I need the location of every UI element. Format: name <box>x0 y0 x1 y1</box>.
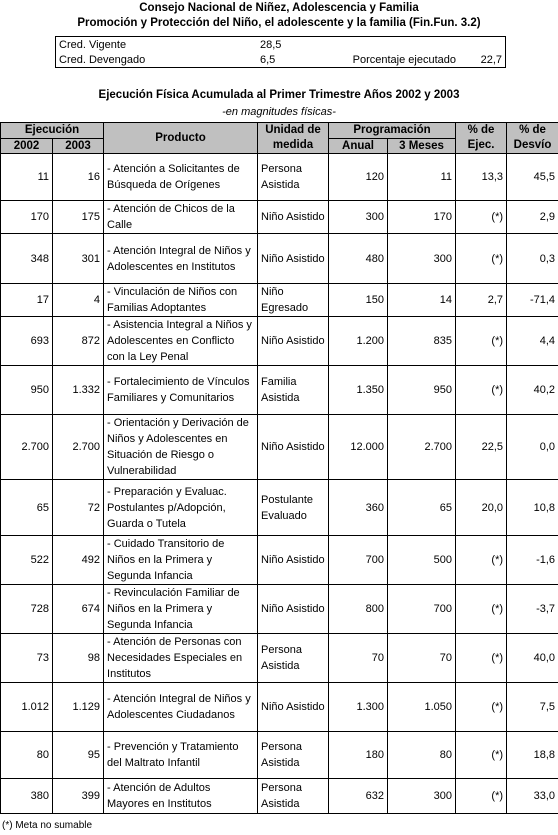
pct-desvio-cell: 40,0 <box>507 634 558 683</box>
exec-2003: 674 <box>53 585 104 634</box>
col-anual: Anual <box>329 138 388 154</box>
report-subtitle: Promoción y Protección del Niño, el adolescente y la familia (Fin.Fun. 3.2) <box>77 17 481 29</box>
table-row <box>1 234 558 284</box>
unidad-cell: Persona Asistida <box>258 634 329 683</box>
pct-desvio-cell: 40,2 <box>507 366 558 415</box>
col-2003: 2003 <box>53 138 104 154</box>
tres-meses-cell: 500 <box>388 536 456 585</box>
tres-meses-cell: 1.050 <box>388 683 456 732</box>
exec-2002: 65 <box>1 480 53 536</box>
exec-2003: 301 <box>53 234 104 284</box>
unidad-cell: Persona Asistida <box>258 732 329 779</box>
tres-meses-cell: 65 <box>388 480 456 536</box>
pct-desvio-cell: 33,0 <box>507 779 558 814</box>
pct-ejec-cell: (*) <box>456 317 507 366</box>
footnote: (*) Meta no sumable <box>2 820 93 831</box>
exec-2002: 17 <box>1 284 53 317</box>
unidad-cell: Niño Asistido <box>258 536 329 585</box>
tres-meses-cell: 170 <box>388 201 456 234</box>
anual-cell: 12.000 <box>329 415 388 480</box>
unidad-cell: Persona Asistida <box>258 779 329 814</box>
exec-2002: 170 <box>1 201 53 234</box>
pct-ejec-cell: (*) <box>456 201 507 234</box>
pct-desvio-cell: -71,4 <box>507 284 558 317</box>
tres-meses-cell: 950 <box>388 366 456 415</box>
tres-meses-cell: 2.700 <box>388 415 456 480</box>
col-pct-desvio: % de Desvío <box>507 123 558 154</box>
producto-cell: - Atención Integral de Niños y Adolescentes Ciudadanos <box>104 683 258 732</box>
units-note: -en magnitudes físicas- <box>222 106 336 118</box>
producto-cell: - Asistencia Integral a Niños y Adolescentes en Conflicto con la Ley Penal <box>104 317 258 366</box>
tres-meses-cell: 11 <box>388 154 456 201</box>
col-pct-ejec: % de Ejec. <box>456 123 507 154</box>
pct-ejec-cell: (*) <box>456 634 507 683</box>
cred-vigente-value: 28,5 <box>260 38 282 51</box>
tres-meses-cell: 835 <box>388 317 456 366</box>
unidad-cell: Niño Asistido <box>258 201 329 234</box>
exec-2002: 380 <box>1 779 53 814</box>
anual-cell: 800 <box>329 585 388 634</box>
anual-cell: 1.200 <box>329 317 388 366</box>
pct-ejec-cell: (*) <box>456 536 507 585</box>
table-row <box>1 536 558 585</box>
exec-2003: 98 <box>53 634 104 683</box>
table-row <box>1 585 558 634</box>
pct-desvio-cell: -1,6 <box>507 536 558 585</box>
pct-desvio-cell: 10,8 <box>507 480 558 536</box>
anual-cell: 1.350 <box>329 366 388 415</box>
col-programacion: Programación <box>329 123 456 139</box>
exec-2003: 95 <box>53 732 104 779</box>
pct-ejec-cell: (*) <box>456 585 507 634</box>
pct-desvio-cell: 4,4 <box>507 317 558 366</box>
exec-2002: 73 <box>1 634 53 683</box>
pct-desvio-cell: 0,3 <box>507 234 558 284</box>
pct-ejec-cell: (*) <box>456 366 507 415</box>
exec-2002: 522 <box>1 536 53 585</box>
tres-meses-cell: 14 <box>388 284 456 317</box>
exec-2003: 16 <box>53 154 104 201</box>
producto-cell: - Atención de Chicos de la Calle <box>104 201 258 234</box>
unidad-cell: Persona Asistida <box>258 154 329 201</box>
porcentaje-value: 22,7 <box>480 53 502 66</box>
exec-2003: 1.332 <box>53 366 104 415</box>
unidad-cell: Postulante Evaluado <box>258 480 329 536</box>
anual-cell: 632 <box>329 779 388 814</box>
table-row <box>1 366 558 415</box>
report-title: Consejo Nacional de Niñez, Adolescencia y Familia <box>139 2 419 14</box>
credits-table <box>55 36 506 68</box>
col-producto: Producto <box>104 123 258 154</box>
col-ejecucion: Ejecución <box>1 123 104 139</box>
tres-meses-cell: 70 <box>388 634 456 683</box>
exec-2002: 11 <box>1 154 53 201</box>
col-3-meses: 3 Meses <box>388 138 456 154</box>
porcentaje-label: Porcentaje ejecutado <box>352 53 456 66</box>
table-row <box>1 201 558 234</box>
exec-2002: 728 <box>1 585 53 634</box>
producto-cell: - Revinculación Familiar de Niños en la Primera y Segunda Infancia <box>104 585 258 634</box>
exec-2002: 693 <box>1 317 53 366</box>
table-row <box>1 732 558 779</box>
col-2002: 2002 <box>1 138 53 154</box>
col-unidad: Unidad de medida <box>258 123 329 154</box>
cred-vigente-label: Cred. Vigente <box>59 38 127 51</box>
anual-cell: 300 <box>329 201 388 234</box>
cred-devengado-value: 6,5 <box>260 53 276 66</box>
pct-ejec-cell: (*) <box>456 732 507 779</box>
exec-2003: 399 <box>53 779 104 814</box>
pct-ejec-cell: 13,3 <box>456 154 507 201</box>
pct-ejec-cell: (*) <box>456 234 507 284</box>
execution-table <box>0 122 558 814</box>
exec-2002: 1.012 <box>1 683 53 732</box>
tres-meses-cell: 80 <box>388 732 456 779</box>
pct-desvio-cell: 18,8 <box>507 732 558 779</box>
unidad-cell: Niño Asistido <box>258 234 329 284</box>
table-row <box>1 415 558 480</box>
unidad-cell: Niño Asistido <box>258 415 329 480</box>
producto-cell: - Cuidado Transitorio de Niños en la Primera y Segunda Infancia <box>104 536 258 585</box>
table-row <box>1 683 558 732</box>
anual-cell: 120 <box>329 154 388 201</box>
anual-cell: 70 <box>329 634 388 683</box>
producto-cell: - Atención de Personas con Necesidades Especiales en Institutos <box>104 634 258 683</box>
exec-2003: 492 <box>53 536 104 585</box>
pct-desvio-cell: 0,0 <box>507 415 558 480</box>
unidad-cell: Niño Asistido <box>258 683 329 732</box>
pct-desvio-cell: 7,5 <box>507 683 558 732</box>
pct-ejec-cell: 22,5 <box>456 415 507 480</box>
producto-cell: - Orientación y Derivación de Niños y Adolescentes en Situación de Riesgo o Vulnerabilidad <box>104 415 258 480</box>
exec-2003: 4 <box>53 284 104 317</box>
table-row <box>1 634 558 683</box>
unidad-cell: Niño Egresado <box>258 284 329 317</box>
producto-cell: - Atención de Adultos Mayores en Institutos <box>104 779 258 814</box>
tres-meses-cell: 300 <box>388 779 456 814</box>
pct-ejec-cell: 2,7 <box>456 284 507 317</box>
exec-2003: 72 <box>53 480 104 536</box>
pct-desvio-cell: 45,5 <box>507 154 558 201</box>
producto-cell: - Atención a Solicitantes de Búsqueda de Orígenes <box>104 154 258 201</box>
anual-cell: 480 <box>329 234 388 284</box>
pct-ejec-cell: 20,0 <box>456 480 507 536</box>
exec-2003: 175 <box>53 201 104 234</box>
exec-2002: 80 <box>1 732 53 779</box>
producto-cell: - Vinculación de Niños con Familias Adoptantes <box>104 284 258 317</box>
tres-meses-cell: 700 <box>388 585 456 634</box>
anual-cell: 150 <box>329 284 388 317</box>
table-row <box>1 480 558 536</box>
table-row <box>1 317 558 366</box>
exec-2002: 348 <box>1 234 53 284</box>
cred-devengado-label: Cred. Devengado <box>59 53 146 66</box>
exec-2003: 872 <box>53 317 104 366</box>
unidad-cell: Familia Asistida <box>258 366 329 415</box>
pct-ejec-cell: (*) <box>456 683 507 732</box>
anual-cell: 1.300 <box>329 683 388 732</box>
exec-2002: 2.700 <box>1 415 53 480</box>
exec-2003: 2.700 <box>53 415 104 480</box>
anual-cell: 360 <box>329 480 388 536</box>
pct-ejec-cell: (*) <box>456 779 507 814</box>
anual-cell: 180 <box>329 732 388 779</box>
table-row <box>1 284 558 317</box>
pct-desvio-cell: 2,9 <box>507 201 558 234</box>
exec-2003: 1.129 <box>53 683 104 732</box>
unidad-cell: Niño Asistido <box>258 585 329 634</box>
tres-meses-cell: 300 <box>388 234 456 284</box>
unidad-cell: Niño Asistido <box>258 317 329 366</box>
producto-cell: - Atención Integral de Niños y Adolescentes en Institutos <box>104 234 258 284</box>
producto-cell: - Fortalecimiento de Vínculos Familiares y Comunitarios <box>104 366 258 415</box>
anual-cell: 700 <box>329 536 388 585</box>
table-row <box>1 154 558 201</box>
table-row <box>1 779 558 814</box>
exec-2002: 950 <box>1 366 53 415</box>
producto-cell: - Prevención y Tratamiento del Maltrato Infantil <box>104 732 258 779</box>
producto-cell: - Preparación y Evaluac. Postulantes p/Adopción, Guarda o Tutela <box>104 480 258 536</box>
pct-desvio-cell: -3,7 <box>507 585 558 634</box>
section-title: Ejecución Física Acumulada al Primer Trimestre Años 2002 y 2003 <box>98 89 460 101</box>
